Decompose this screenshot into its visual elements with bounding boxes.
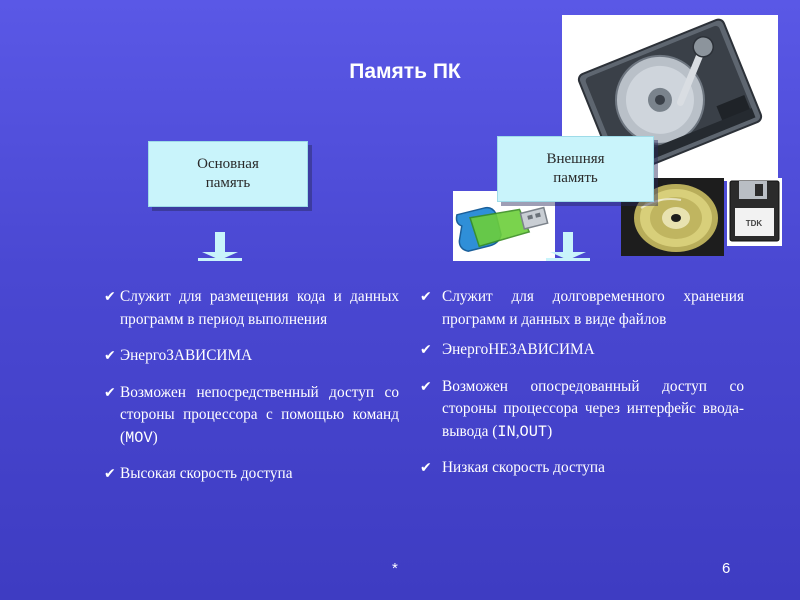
- code-out: OUT: [519, 422, 548, 441]
- check-mark-icon: ✔: [104, 348, 116, 364]
- check-mark-icon: ✔: [104, 384, 116, 401]
- floppy-brand-label: TDK: [745, 219, 763, 228]
- list-item: ✔ Возможен опосредованный доступ со стороны процессора через интерфейс ввода-вывода (IN,OUT): [420, 377, 744, 441]
- list-item: ✔ ЭнергоНЕЗАВИСИМА: [420, 339, 744, 362]
- external-memory-box: [497, 136, 654, 202]
- floppy-disk-image: [727, 178, 782, 246]
- main-memory-properties-list: [104, 286, 399, 500]
- external-memory-label-line1: Внешняя: [546, 151, 605, 167]
- main-memory-label-line2: память: [205, 175, 251, 191]
- check-mark-icon: ✔: [104, 289, 116, 305]
- main-memory-box: [148, 141, 308, 207]
- check-mark-icon: ✔: [420, 289, 432, 305]
- list-item: ✔ Высокая скорость доступа: [104, 463, 399, 486]
- check-mark-icon: ✔: [104, 466, 116, 482]
- code-mov: MOV: [125, 428, 153, 447]
- check-mark-icon: ✔: [420, 460, 432, 476]
- list-item: ✔ Служит для размещения кода и данных программ в период выполнения: [104, 288, 399, 328]
- page-number: 6: [722, 560, 731, 577]
- check-mark-icon: ✔: [420, 378, 432, 395]
- down-arrow-icon-left: [198, 232, 242, 262]
- code-in: IN: [497, 422, 516, 441]
- list-item: ✔ Возможен непосредственный доступ со стороны процессора с помощью команд (MOV): [104, 383, 399, 447]
- check-mark-icon: ✔: [420, 342, 432, 358]
- external-memory-properties-list: [420, 286, 744, 494]
- list-item: ✔ ЭнергоЗАВИСИМА: [104, 345, 399, 368]
- down-arrow-icon-right: [546, 232, 590, 262]
- external-memory-label-line2: память: [553, 170, 598, 186]
- footer-mark: *: [392, 560, 398, 577]
- slide-title: Память ПК: [349, 60, 461, 83]
- list-item: ✔ Низкая скорость доступа: [420, 457, 744, 480]
- main-memory-label-line1: Основная: [197, 156, 259, 172]
- list-item: ✔ Служит для долговременного хранения программ и данных в виде файлов: [420, 288, 744, 328]
